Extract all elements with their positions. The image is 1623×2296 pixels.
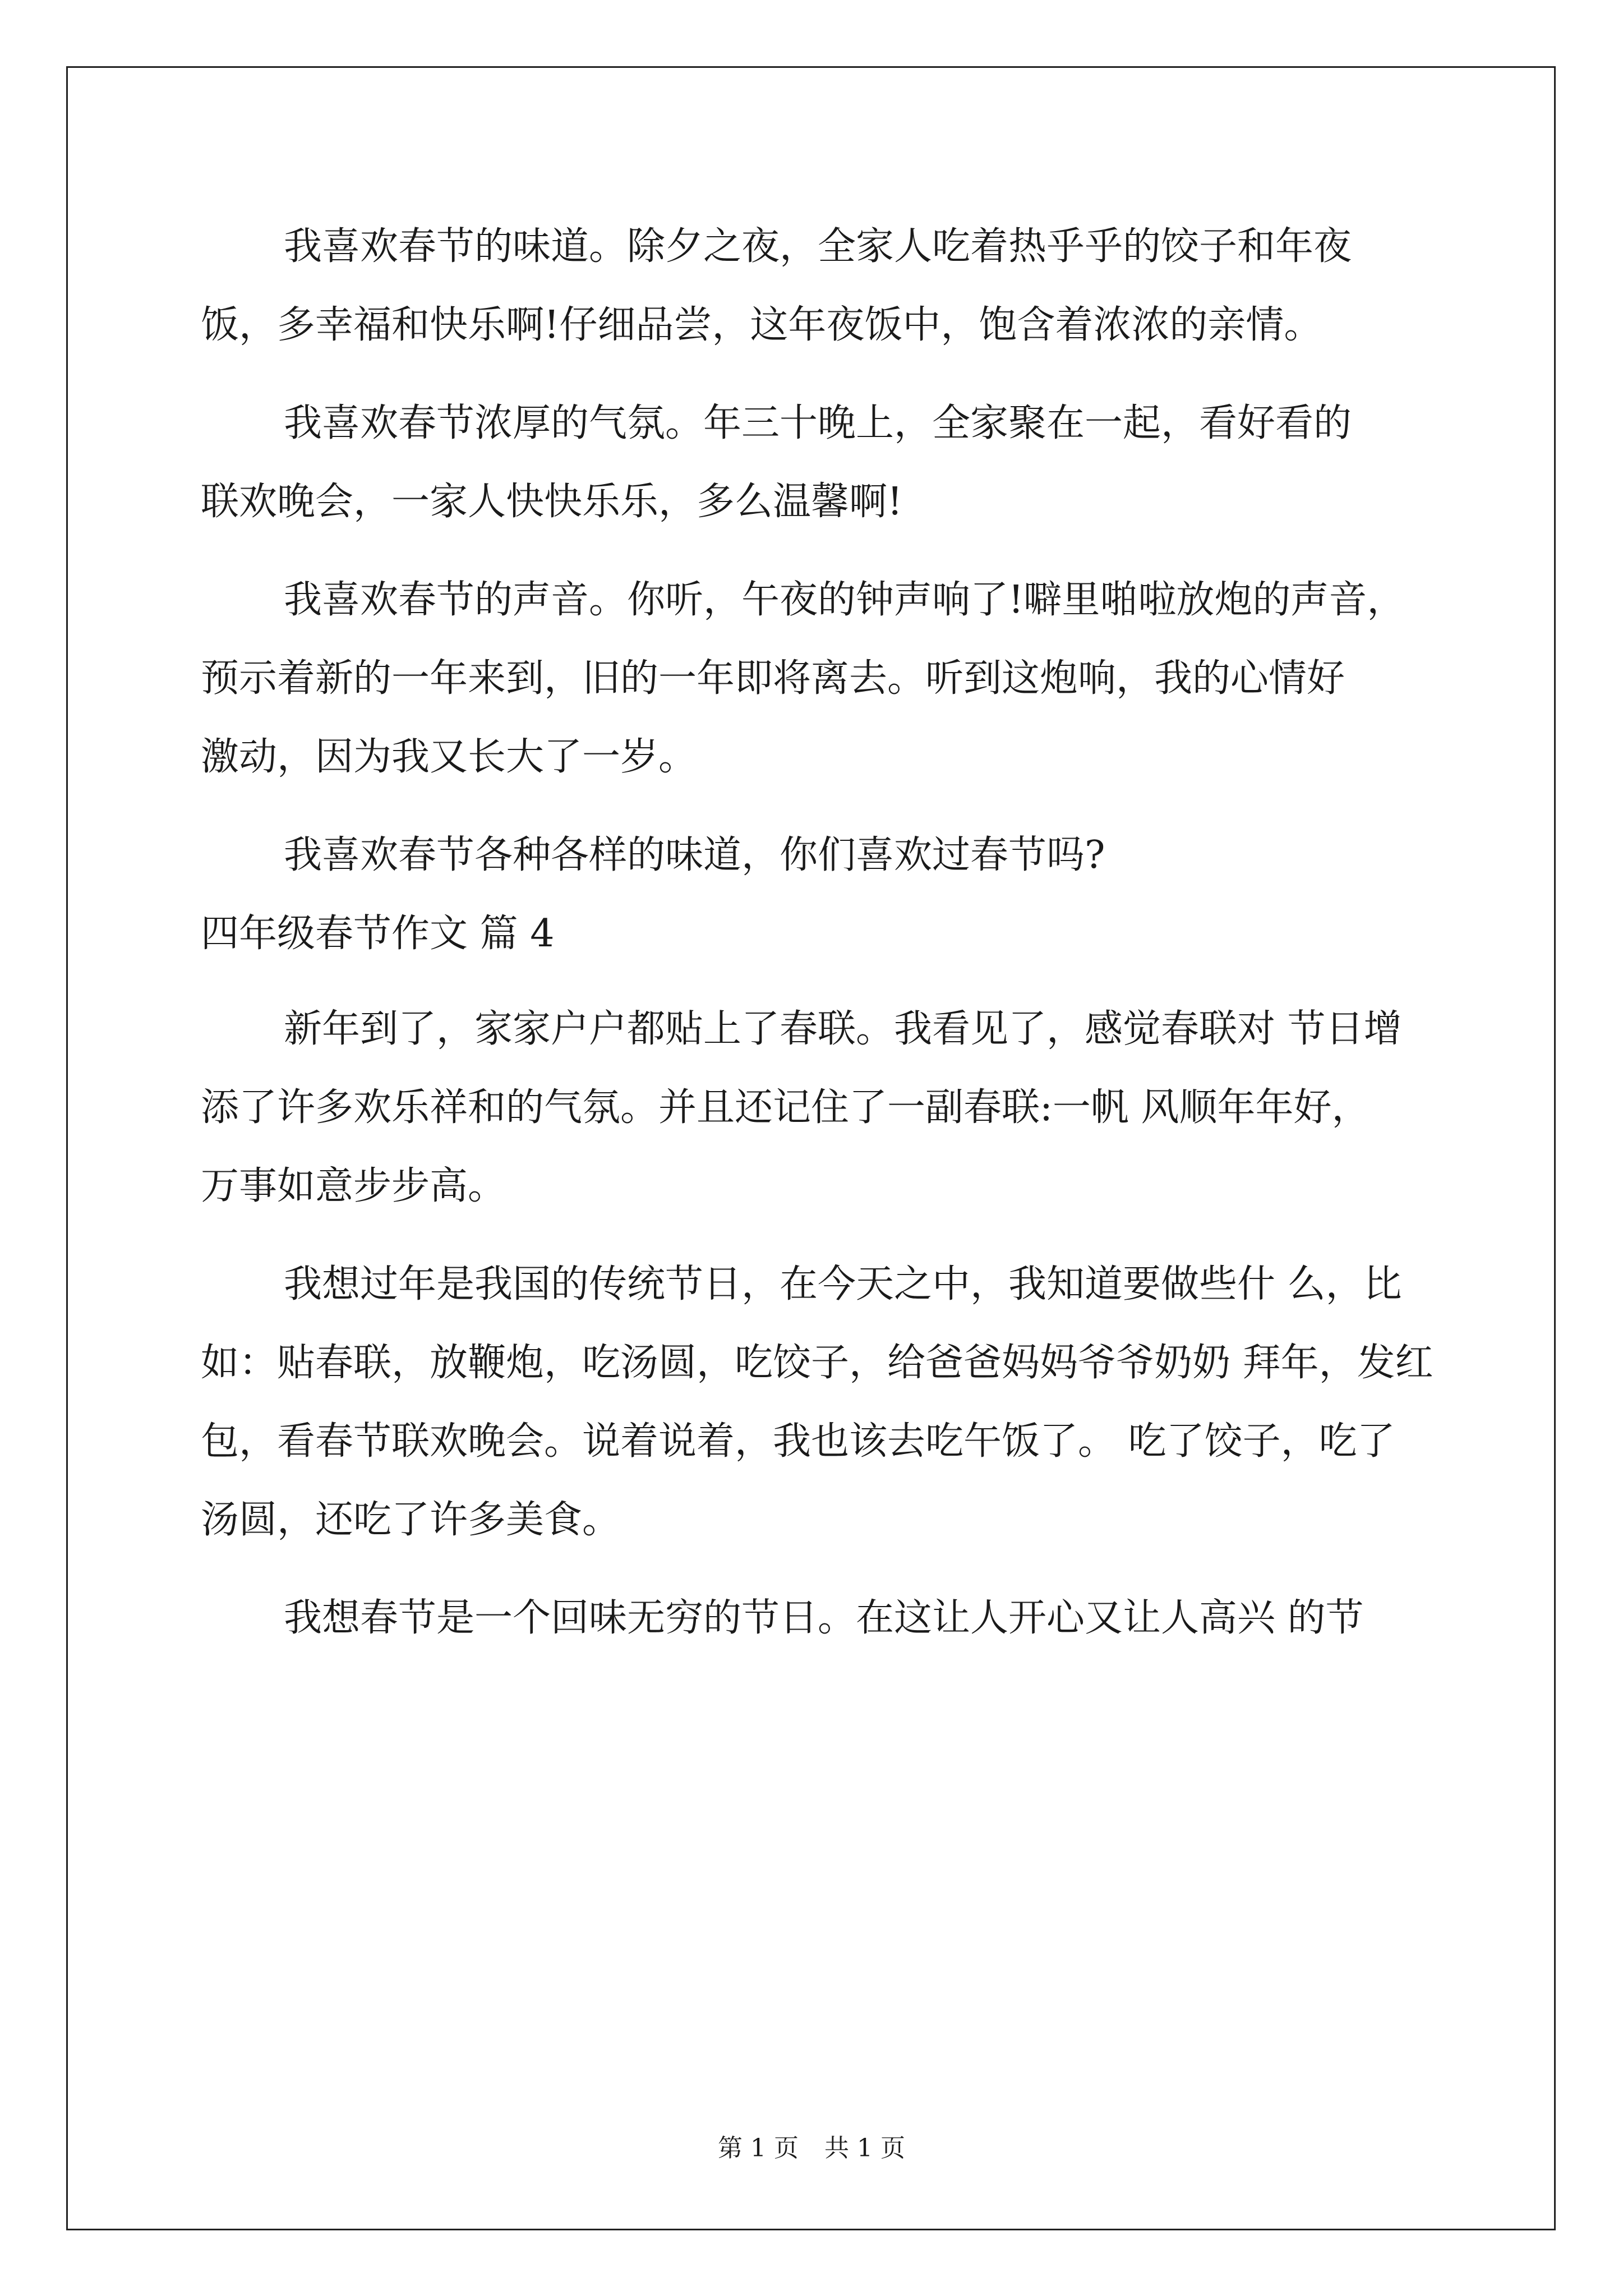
page-footer <box>0 2132 1623 2165</box>
text-line: 如：贴春联，放鞭炮，吃汤圆，吃饺子，给爸爸妈妈爷爷奶奶 拜年，发红 <box>201 1341 1433 1385</box>
text-line: 添了许多欢乐祥和的气氛。并且还记住了一副春联:一帆 风顺年年好， <box>201 1085 1370 1130</box>
text-line: 饭，多幸福和快乐啊!仔细品尝，这年夜饭中，饱含着浓浓的亲情。 <box>201 303 1322 347</box>
text-line: 激动，因为我又长大了一岁。 <box>201 735 697 779</box>
section-heading: 四年级春节作文 篇 4 <box>201 912 555 956</box>
text-line: 我喜欢春节浓厚的气氛。年三十晚上，全家聚在一起，看好看的 <box>284 401 1352 445</box>
text-line: 汤圆，还吃了许多美食。 <box>201 1498 621 1542</box>
text-line: 预示着新的一年来到，旧的一年即将离去。听到这炮响，我的心情好 <box>201 656 1345 701</box>
text-line: 我喜欢春节的味道。除夕之夜，全家人吃着热乎乎的饺子和年夜 <box>284 224 1352 269</box>
text-line: 万事如意步步高。 <box>201 1164 506 1208</box>
page-total: 共 1 页 <box>824 2134 905 2162</box>
text-line: 我喜欢春节的声音。你听，午夜的钟声响了!噼里啪啦放炮的声音， <box>284 578 1405 622</box>
text-line: 联欢晚会，一家人快快乐乐，多么温馨啊! <box>201 480 903 524</box>
text-line: 我想过年是我国的传统节日，在今天之中，我知道要做些什 么，比 <box>284 1262 1402 1306</box>
text-line: 新年到了，家家户户都贴上了春联。我看见了，感觉春联对 节日增 <box>284 1007 1402 1051</box>
text-line: 我想春节是一个回味无穷的节日。在这让人开心又让人高兴 的节 <box>284 1596 1364 1640</box>
page-number: 第 1 页 <box>718 2134 799 2162</box>
text-line: 包，看春节联欢晚会。说着说着，我也该去吃午饭了。 吃了饺子，吃了 <box>201 1419 1395 1464</box>
text-line: 我喜欢春节各种各样的味道，你们喜欢过春节吗? <box>284 833 1105 877</box>
